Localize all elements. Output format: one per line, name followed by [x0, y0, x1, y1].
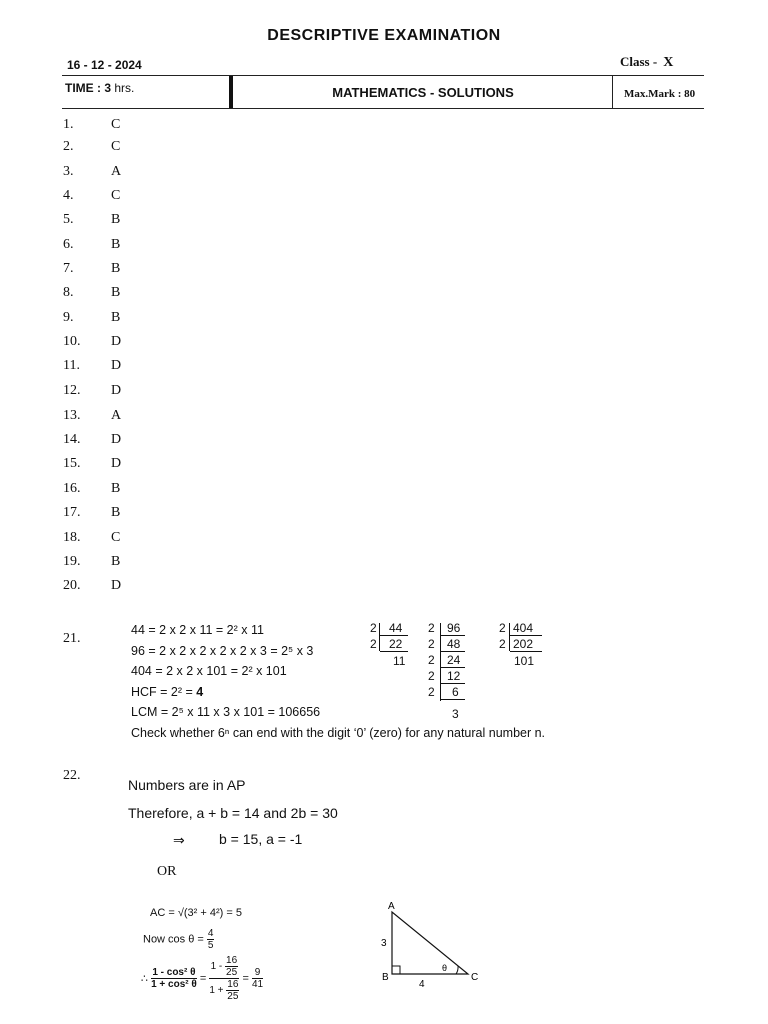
q22-ap-line-2: Therefore, a + b = 14 and 2b = 30 — [128, 805, 338, 821]
ladder-44-quotient: 11 — [393, 654, 406, 668]
q21-working — [131, 620, 545, 743]
q22-cos-prefix: Now cos θ = — [143, 933, 204, 946]
ladder-96-rule-4 — [441, 683, 465, 684]
answer-option: B — [111, 212, 121, 227]
ladder-96-rule-3 — [441, 667, 465, 668]
ladder-96-value-4: 12 — [447, 669, 461, 683]
answer-row — [0, 164, 200, 184]
answer-row — [0, 237, 200, 257]
division-ladder-404 — [499, 621, 559, 671]
q22-expr-fraction — [151, 967, 197, 990]
ladder-96-divisor-5: 2 — [428, 685, 435, 699]
header-top-rule — [62, 75, 704, 76]
q21-hcf-text: HCF = 2² = — [131, 684, 197, 699]
q21-line-44: 44 = 2 x 2 x 11 = 2² x 11 — [131, 623, 264, 637]
vertex-a-label: A — [388, 901, 395, 912]
answer-option: D — [111, 456, 122, 471]
answer-row — [0, 310, 200, 330]
answer-option: D — [111, 358, 122, 373]
ladder-96-value-1: 96 — [447, 621, 461, 635]
exam-date: 16 - 12 - 2024 — [67, 58, 142, 72]
frac-16-b: 16 — [227, 979, 239, 990]
q22-result-fraction — [252, 967, 263, 990]
q22-cos-line — [143, 928, 214, 951]
frac-16-a: 16 — [226, 955, 238, 966]
answer-number: 19. — [63, 554, 81, 569]
ladder-44-divisor-1: 2 — [370, 621, 377, 635]
answer-option: B — [111, 505, 121, 520]
q22-result-den: 41 — [251, 979, 264, 990]
ladder-404-quotient: 101 — [514, 654, 535, 668]
header-bottom-rule — [62, 108, 704, 109]
q22-ap-result: b = 15, a = -1 — [219, 831, 303, 847]
ladder-404-bar — [509, 623, 510, 651]
one-plus: 1 + — [209, 985, 224, 996]
answer-option: B — [111, 554, 121, 569]
answer-number: 3. — [63, 164, 74, 179]
answer-row — [0, 188, 200, 208]
answer-number: 15. — [63, 456, 81, 471]
answer-number: 14. — [63, 432, 81, 447]
q22-ac-line: AC = √(3² + 4²) = 5 — [150, 907, 242, 919]
answer-row — [0, 117, 200, 137]
answer-number: 8. — [63, 285, 74, 300]
ladder-44-value-2: 22 — [389, 637, 403, 651]
ladder-44-divisor-2: 2 — [370, 637, 377, 651]
answer-option: B — [111, 237, 121, 252]
ladder-404-divisor-2: 2 — [499, 637, 506, 651]
q22-ap-line-1: Numbers are in AP — [128, 777, 246, 793]
answer-option: C — [111, 139, 121, 154]
answer-number: 11. — [63, 358, 80, 373]
answer-row — [0, 334, 200, 354]
answer-row — [0, 212, 200, 232]
q22-expr-den: 1 + cos² θ — [151, 979, 197, 990]
answer-row — [0, 456, 200, 476]
answer-option: C — [111, 188, 121, 203]
side-bc-label: 4 — [419, 979, 425, 990]
answer-option: C — [111, 530, 121, 545]
right-angle-marker — [392, 966, 400, 974]
class-value: X — [663, 55, 674, 70]
answer-row — [0, 505, 200, 525]
q21-line-96: 96 = 2 x 2 x 2 x 2 x 2 x 3 = 2⁵ x 3 — [131, 643, 314, 658]
q22-sub-den — [209, 979, 239, 1002]
answer-option: D — [111, 578, 122, 593]
answer-number: 5. — [63, 212, 74, 227]
q21-check-note: Check whether 6ⁿ can end with the digit ‘0’ (zero) for any natural number n. — [131, 725, 546, 740]
answer-number: 16. — [63, 481, 81, 496]
ladder-404-value-2: 202 — [513, 637, 534, 651]
answer-row — [0, 481, 200, 501]
ladder-96-value-2: 48 — [447, 637, 461, 651]
time-label: TIME : 3 — [65, 81, 112, 95]
answer-option: A — [111, 164, 122, 179]
q22-cos-num: 4 — [207, 928, 214, 939]
answer-number: 4. — [63, 188, 74, 203]
ladder-96-rule-2 — [441, 651, 465, 652]
right-triangle-diagram — [376, 898, 486, 990]
answer-row — [0, 530, 200, 550]
ladder-96-divisor-3: 2 — [428, 653, 435, 667]
q22-or: OR — [157, 864, 177, 879]
ladder-44-bar — [379, 623, 380, 651]
answer-number: 17. — [63, 505, 81, 520]
equals-sign-2: = — [242, 972, 249, 985]
ladder-44-rule-1 — [380, 635, 408, 636]
frac-25-b: 25 — [227, 991, 239, 1002]
one-minus: 1 - — [210, 961, 223, 972]
answer-row — [0, 261, 200, 281]
answer-number: 18. — [63, 530, 81, 545]
answer-number: 6. — [63, 237, 74, 252]
class-label: Class - — [620, 54, 658, 69]
answer-option: A — [111, 408, 122, 423]
answer-row — [0, 578, 200, 598]
answer-row — [0, 408, 200, 428]
q21-number: 21. — [63, 631, 81, 646]
q22-number: 22. — [63, 768, 81, 783]
sixteen-over-25-a — [225, 955, 238, 978]
answer-option: C — [111, 117, 121, 132]
q22-cos-den: 5 — [207, 940, 214, 951]
max-mark: Max.Mark : 80 — [624, 88, 696, 100]
ladder-404-rule-2 — [510, 651, 542, 652]
ladder-404-divisor-1: 2 — [499, 621, 506, 635]
sixteen-over-25-b — [226, 979, 239, 1002]
division-ladder-44 — [370, 621, 430, 671]
q22-sub-num — [209, 955, 239, 979]
answer-option: B — [111, 481, 121, 496]
answer-row — [0, 139, 200, 159]
answer-number: 1. — [63, 117, 74, 132]
vertex-b-label: B — [382, 972, 389, 983]
ladder-96-value-3: 24 — [447, 653, 461, 667]
vertex-c-label: C — [471, 972, 479, 983]
ladder-96-quotient: 3 — [452, 707, 459, 721]
q22-result-num: 9 — [252, 967, 263, 979]
equals-sign-1: = — [199, 972, 207, 985]
frac-25-a: 25 — [226, 967, 238, 978]
answer-number: 10. — [63, 334, 81, 349]
answer-row — [0, 432, 200, 452]
answer-number: 12. — [63, 383, 81, 398]
answer-number: 7. — [63, 261, 74, 276]
ladder-44-value-1: 44 — [389, 621, 403, 635]
ladder-96-value-5: 6 — [452, 685, 459, 699]
q22-expression — [141, 955, 263, 1002]
division-ladder-96 — [428, 621, 478, 721]
q22-cos-fraction — [207, 928, 215, 951]
class-info — [620, 54, 673, 71]
q22-substitution-fraction — [209, 955, 239, 1002]
theta-label: θ — [442, 963, 448, 973]
answer-option: B — [111, 285, 121, 300]
q21-lcm: LCM = 2⁵ x 11 x 3 x 101 = 106656 — [131, 705, 321, 719]
answer-row — [0, 358, 200, 378]
q21-hcf — [131, 682, 545, 703]
answer-number: 2. — [63, 139, 74, 154]
ladder-404-value-1: 404 — [513, 621, 534, 635]
ladder-96-rule-1 — [441, 635, 465, 636]
ladder-96-divisor-4: 2 — [428, 669, 435, 683]
triangle-shape — [392, 912, 468, 974]
answer-number: 13. — [63, 408, 81, 423]
subject-title: MATHEMATICS - SOLUTIONS — [332, 85, 514, 100]
q21-line-404: 404 = 2 x 2 x 101 = 2² x 101 — [131, 664, 287, 678]
q21-hcf-value: 4 — [196, 684, 204, 699]
side-ab-label: 3 — [381, 938, 387, 949]
ladder-96-divisor-1: 2 — [428, 621, 435, 635]
answer-option: B — [111, 310, 121, 325]
ladder-404-rule-1 — [510, 635, 542, 636]
ladder-44-rule-2 — [380, 651, 408, 652]
exam-title: DESCRIPTIVE EXAMINATION — [267, 27, 501, 44]
therefore-symbol: ∴ — [141, 973, 148, 985]
answer-option: D — [111, 432, 122, 447]
answer-number: 20. — [63, 578, 81, 593]
ladder-96-rule-5 — [441, 699, 465, 700]
answer-option: B — [111, 261, 121, 276]
answer-number: 9. — [63, 310, 74, 325]
answer-row — [0, 383, 200, 403]
answer-row — [0, 285, 200, 305]
exam-time — [65, 81, 134, 95]
q22-expr-num: 1 - cos² θ — [152, 967, 196, 978]
answer-option: D — [111, 334, 122, 349]
angle-arc — [456, 966, 458, 974]
ladder-96-divisor-2: 2 — [428, 637, 435, 651]
answer-row — [0, 554, 200, 574]
time-unit: hrs. — [114, 81, 135, 95]
answer-option: D — [111, 383, 122, 398]
q22-implies: ⇒ — [173, 832, 185, 848]
